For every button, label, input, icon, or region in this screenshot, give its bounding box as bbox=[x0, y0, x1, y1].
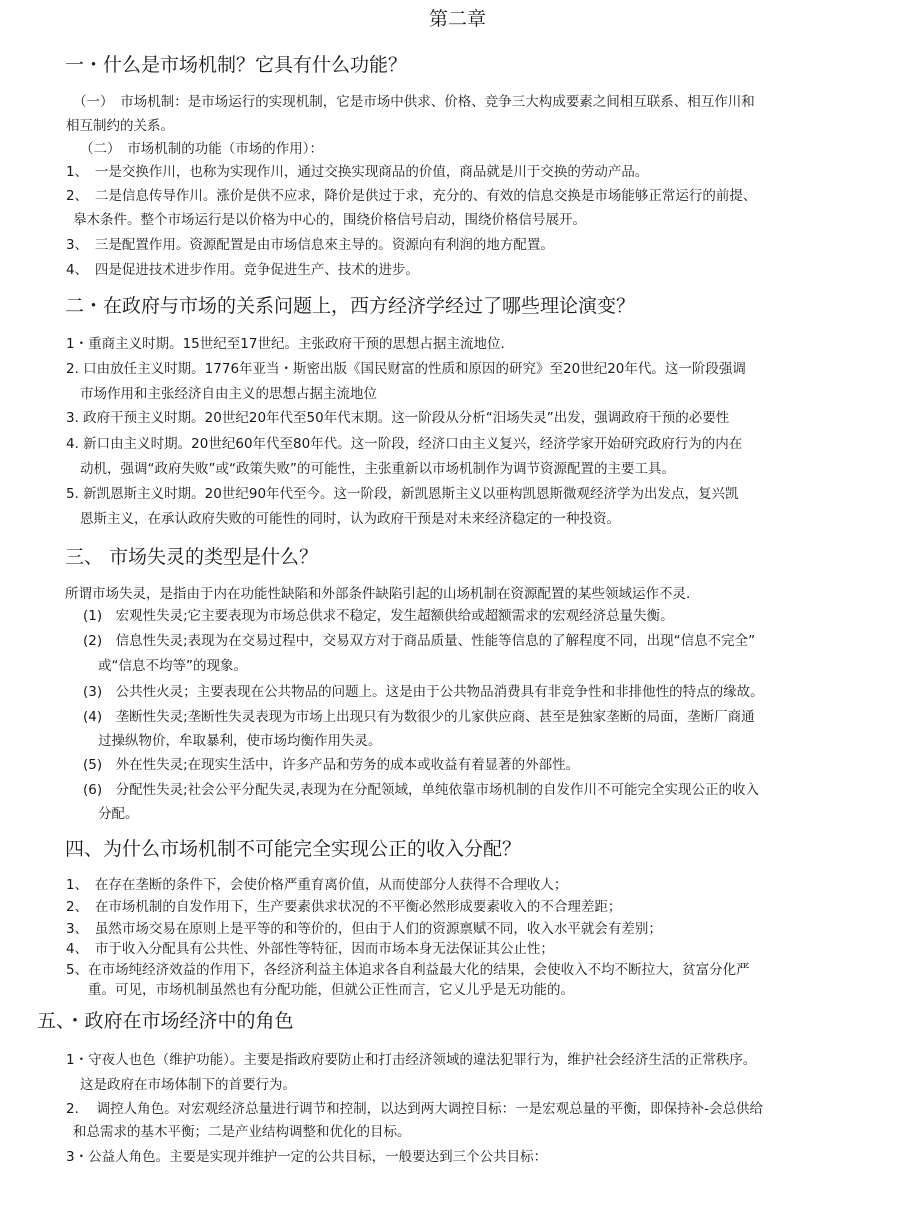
s4-item-2: 2、 在市场机制的自发作用下，生产要素供求状况的不平衡必然形成要素收入的不合理差距； bbox=[66, 899, 622, 915]
section-1-heading: 一・什么是市场机制？它具有什么功能？ bbox=[65, 54, 408, 76]
s5-item-2-line-1: 2. 调控人角色。对宏观经济总量进行调节和控制，以达到两大调控目标：一是宏观总量的平衡，即保持补-会总供给 bbox=[66, 1101, 764, 1117]
s1-definition-line-1: （一） 市场机制：是市场运行的实现机制，它是市场中供求、价格、竞争三大构成要素之间相互联系、相互作川和 bbox=[73, 94, 755, 110]
s3-item-1: (1) 宏观性失灵;它主要表现为市场总供求不稳定，发生超额供给或超额需求的宏观经济总量失衡。 bbox=[83, 608, 674, 624]
s2-item-4-line-1: 4. 新口由主义时期。20世纪60年代至80年代。这一阶段，经济口由主义复兴，经济学家开始研究政府行为的内在 bbox=[66, 436, 743, 452]
chapter-title: 第二章 bbox=[429, 8, 487, 30]
section-5-heading: 五、・政府在市场经济中的角色 bbox=[37, 1010, 294, 1032]
s5-item-3: 3・公益人角色。主要是实现并维护一定的公共目标，一般要达到三个公共目标： bbox=[66, 1149, 548, 1165]
s2-item-2-line-1: 2. 口由放任主义时期。1776年亚当・斯密出版《国民财富的性质和原因的研究》至20世纪20年代。这一阶段强调 bbox=[66, 361, 746, 377]
s3-item-4-line-2: 过操纵物价，牟取暴利，使市场均衡作用失灵。 bbox=[98, 733, 382, 749]
s4-item-1: 1、 在存在垄断的条件下，会使价格严重育离价值，从而使部分人获得不合理收人； bbox=[66, 877, 568, 893]
s2-item-2-line-2: 市场作用和主张经济自由主义的思想占据主流地位 bbox=[80, 386, 377, 402]
s4-item-5-line-2: 重。可见，市场机制虽然也有分配功能，但就公正性而言，它乂儿乎是无功能的。 bbox=[88, 982, 574, 998]
s3-item-2-line-2: 或“信息不均等”的现象。 bbox=[98, 658, 247, 674]
section-4-heading: 四、为什么市场机制不可能完全实现公正的收入分配？ bbox=[65, 838, 522, 860]
s4-item-3: 3、 虽然市场交易在原则上是平等的和等价的，但由于人们的资源禀赋不同，收入水平就会有差别； bbox=[66, 921, 662, 937]
s4-item-4: 4、 市于收入分配具有公共性、外部性等特征，因而市场本身无法保证其公止性； bbox=[66, 941, 554, 957]
s1-functions-label: （二） 市场机制的功能（市场的作用）： bbox=[80, 141, 323, 157]
s4-item-5-line-1: 5、在市场纯经济效益的作用下，各经济利益主体追求各自利益最大化的结果，会使收入不均不断拉大，贫富分化严 bbox=[66, 962, 750, 978]
s1-item-3: 3、 三是配置作用。资源配置是由市场信息來主导的。资源向有利润的地方配置。 bbox=[66, 237, 554, 253]
section-3-heading: 三、 市场失灵的类型是什么？ bbox=[65, 546, 319, 568]
s1-item-2-line-2: 皋木条件。整个市场运行是以价格为中心的，围绕价格信号启动，围绕价格信号展开。 bbox=[73, 212, 586, 228]
s2-item-5-line-2: 恩斯主义，在承认政府失败的可能性的同时，认为政府干预是对未来经济稳定的一种投资。 bbox=[80, 511, 620, 527]
section-2-heading: 二・在政府与市场的关系问题上，西方经济学经过了哪些理论演变？ bbox=[65, 295, 636, 317]
s2-item-4-line-2: 动机，强调“政府失败”或“政策失败”的可能性，主张重新以市场机制作为调节资源配置的主要工具。 bbox=[80, 461, 675, 477]
s5-item-1-line-1: 1・守夜人也色（维护功能）。主要是指政府要防止和打击经济领域的違法犯罪行为，维护社会经济生活的正常秩序。 bbox=[66, 1052, 757, 1068]
s5-item-1-line-2: 这是政府在市场体制下的首要行为。 bbox=[80, 1077, 296, 1093]
s5-item-2-line-2: 和总需求的基木平衡；二是产业结构调整和优化的目标。 bbox=[73, 1124, 411, 1140]
s3-item-4-line-1: (4) 垄断性失灵;垄断性失灵表现为市场上出现只有为数很少的儿家供应商、甚至是独家垄断的局面，垄断厂商通 bbox=[83, 709, 755, 725]
s3-item-3: (3) 公共性火灵；主要表现在公共物品的问题上。这是由于公共物品消费具有非竞争性和非排他性的特点的缘故。 bbox=[83, 684, 764, 700]
s3-intro: 所谓市场失灵，是指由于内在功能性缺陷和外部条件缺陷引起的山场机制在资源配置的某些领域运作不灵. bbox=[65, 586, 691, 602]
s1-item-1: 1、 一是交换作川，也称为实现作川，通过交换实现商品的价值，商品就是川于交换的劳动产品。 bbox=[66, 164, 649, 180]
s2-item-1: 1・重商主义时期。15世纪至17世纪。主张政府干预的思想占据主流地位. bbox=[66, 336, 505, 352]
s3-item-6-line-1: (6) 分配性失灵;社会公平分配失灵,表现为在分配领域，单纯依靠市场机制的自发作川不可能完全实现公正的收入 bbox=[83, 782, 759, 798]
s2-item-3: 3. 政府干预主义时期。20世纪20年代至50年代末期。这一阶段从分析“汨场失灵”出发，强调政府干预的必要性 bbox=[66, 410, 730, 426]
s3-item-6-line-2: 分配。 bbox=[98, 806, 139, 822]
s1-item-4: 4、 四是促进技术进步作用。竞争促进生产、技术的进步。 bbox=[66, 262, 419, 278]
s1-definition-line-2: 相互制约的关系。 bbox=[66, 118, 174, 134]
s3-item-5: (5) 外在性失灵;在现实生活中，许多产品和劳务的成本或收益有着显著的外部性。 bbox=[83, 757, 580, 773]
s2-item-5-line-1: 5. 新凯恩斯主义时期。20世纪90年代至今。这一阶段，新凯恩斯主义以亜构凯恩斯微观经济学为出发点，复兴凯 bbox=[66, 486, 739, 502]
s1-item-2-line-1: 2、 二是信息传导作川。涨价是供不应求，降价是供过于求，充分的、有效的信息交换是市场能够正常运行的前提、 bbox=[66, 188, 757, 204]
s3-item-2-line-1: (2) 信息性失灵;表现为在交易过程中，交易双方对于商品质量、性能等信息的了解程度不同，出现“信息不完全” bbox=[83, 633, 756, 649]
